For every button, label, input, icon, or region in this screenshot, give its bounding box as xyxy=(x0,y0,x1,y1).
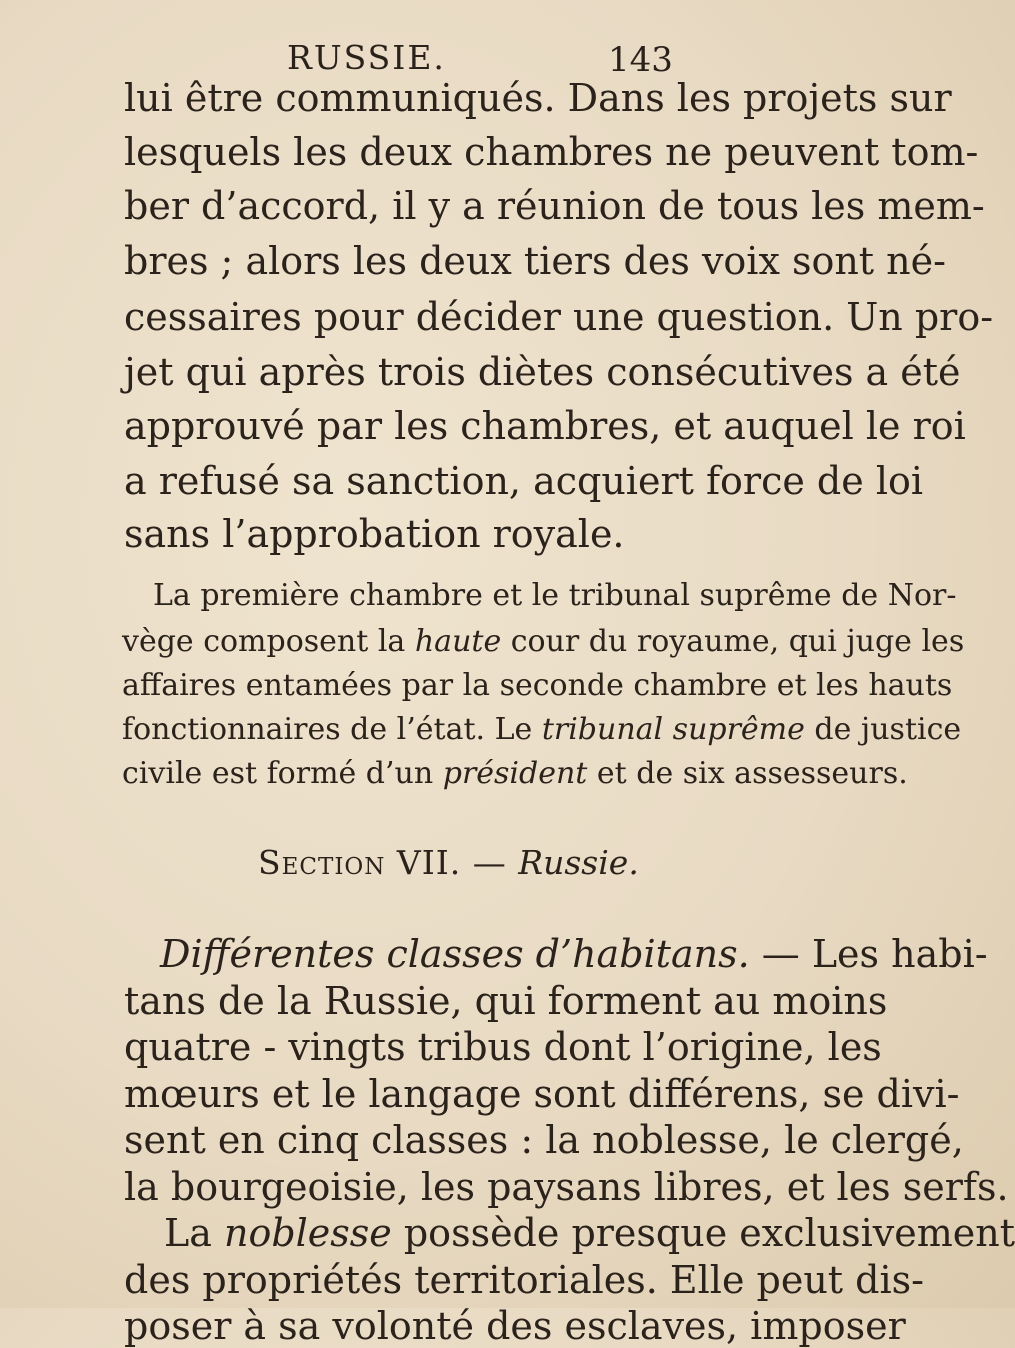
text-line xyxy=(122,756,908,791)
text-line: cessaires pour décider une question. Un pro- xyxy=(124,295,994,339)
page-header xyxy=(0,38,800,78)
italic-run: Différentes classes d’habitans. xyxy=(160,932,750,976)
italic-run: tribunal suprême xyxy=(541,712,805,747)
text-line: approuvé par les chambres, et auquel le roi xyxy=(124,404,966,448)
italic-run: président xyxy=(442,756,588,791)
text-line: bres ; alors les deux tiers des voix sont né- xyxy=(124,239,946,283)
text-line: poser à sa volonté des esclaves, imposer xyxy=(124,1304,906,1348)
text-run: civile est formé d’un xyxy=(122,756,443,791)
section-title: Russie. xyxy=(518,843,639,882)
page-number: 143 xyxy=(608,40,673,80)
text-line: lesquels les deux chambres ne peuvent tom- xyxy=(124,130,979,174)
italic-run: haute xyxy=(414,624,502,659)
text-line: ber d’accord, il y a réunion de tous les mem- xyxy=(124,184,985,228)
text-run: fonctionnaires de l’état. Le xyxy=(122,712,542,747)
text-run: — Les habi- xyxy=(749,932,988,976)
running-head: RUSSIE. xyxy=(287,38,446,77)
text-line xyxy=(160,932,988,976)
text-line xyxy=(122,712,961,747)
italic-run: noblesse xyxy=(223,1211,392,1255)
text-line: des propriétés territoriales. Elle peut dis- xyxy=(124,1257,924,1302)
text-line: La première chambre et le tribunal suprême de Nor- xyxy=(153,578,957,613)
text-run: et de six assesseurs. xyxy=(587,756,908,791)
text-run: de justice xyxy=(804,712,962,747)
text-line: a refusé sa sanction, acquiert force de loi xyxy=(124,459,924,503)
text-line: tans de la Russie, qui forment au moins xyxy=(124,978,888,1023)
text-line xyxy=(122,624,964,659)
section-heading xyxy=(258,843,639,882)
text-line: sent en cinq classes : la noblesse, le clergé, xyxy=(124,1118,964,1162)
text-line xyxy=(164,1211,1015,1255)
text-run: vège composent la xyxy=(122,624,415,659)
text-line: affaires entamées par la seconde chambre et les hauts xyxy=(122,668,953,703)
text-line: mœurs et le langage sont différens, se divi- xyxy=(124,1071,960,1116)
text-run: cour du royaume, qui juge les xyxy=(501,624,965,659)
text-run: La xyxy=(164,1211,224,1255)
section-label: Section VII. — xyxy=(258,843,519,882)
text-line: quatre - vingts tribus dont l’origine, les xyxy=(124,1025,882,1069)
text-line: sans l’approbation royale. xyxy=(124,512,625,556)
text-line: lui être communiqués. Dans les projets sur xyxy=(124,76,952,120)
text-line: la bourgeoisie, les paysans libres, et les serfs. xyxy=(124,1164,1009,1209)
text-run: possède presque exclusivement xyxy=(391,1211,1015,1255)
text-line: jet qui après trois diètes consécutives a été xyxy=(124,350,961,394)
